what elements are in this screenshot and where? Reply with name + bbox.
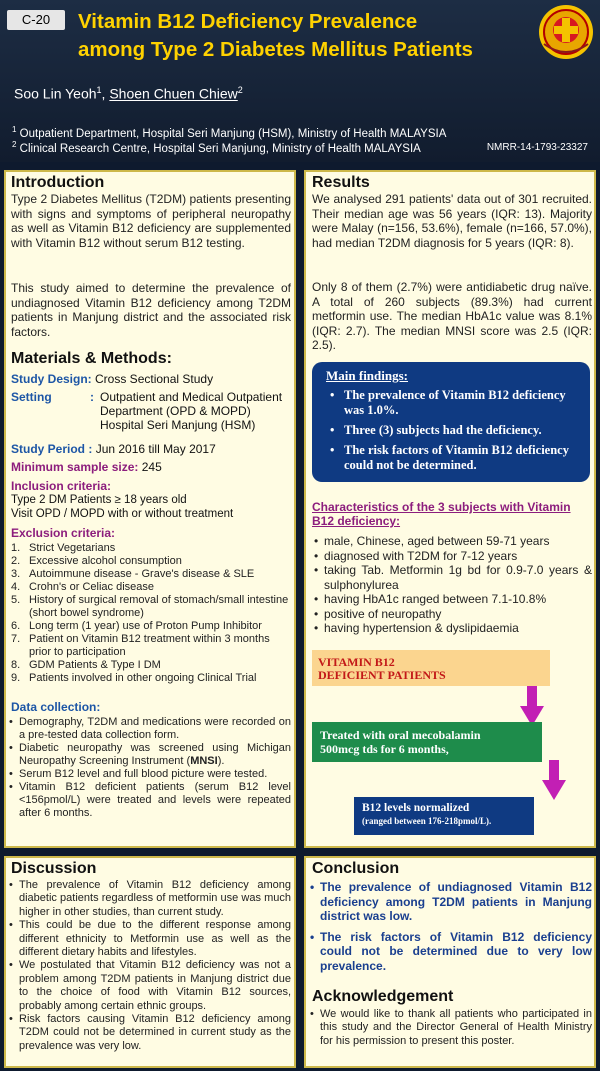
exclusion-number: 8. [11, 659, 21, 671]
discussion-item: • Risk factors causing Vitamin B12 deficiency among T2DM could not be determined in current study as the prevalence was very low. [9, 1013, 291, 1053]
author-2: Shoen Chuen Chiew [109, 85, 238, 102]
author-2-sup: 2 [237, 85, 243, 95]
characteristic-item: • having HbA1c ranged between 7.1-10.8% [314, 592, 592, 607]
setting-value [100, 390, 290, 432]
characteristic-item: • having hypertension & dyslipidaemia [314, 621, 592, 636]
inclusion-line-2: Visit OPD / MOPD with or without treatment [11, 508, 234, 520]
exclusion-text: Autoimmune disease - Grave's disease & SLE [29, 568, 255, 580]
flow-step-treatment [312, 722, 542, 762]
acknowledgement-list [310, 1008, 592, 1048]
poster-header [0, 0, 600, 162]
collection-2-end: ). [217, 755, 225, 767]
exclusion-text: Strict Vegetarians [29, 542, 116, 554]
setting-label: Setting [11, 390, 52, 404]
author-1: Soo Lin Yeoh [14, 85, 97, 102]
inclusion-line-1: Type 2 DM Patients ≥ 18 years old [11, 494, 187, 506]
characteristic-item: • male, Chinese, aged between 59-71 years [314, 534, 592, 549]
data-collection-list [9, 716, 291, 820]
data-collection-label: Data collection: [11, 700, 101, 714]
setting-line-3: Hospital Seri Manjung (HSM) [100, 418, 256, 432]
finding-item: • Three (3) subjects had the deficiency. [330, 423, 586, 438]
main-findings-box [312, 362, 590, 482]
affiliation-2-sup: 2 [12, 140, 17, 149]
down-arrow-icon [520, 686, 544, 726]
exclusion-number: 2. [11, 555, 21, 567]
sample-size-label: Minimum sample size: [11, 460, 139, 474]
flow-step-1-line-2: DEFICIENT PATIENTS [318, 668, 446, 682]
results-paragraph-1: We analysed 291 patients' data out of 301 recruited. Their median age was 56 years (IQR: 13). Majority were Malay (n=156, 53.6%), female (n=166, 57.0%), had median T2DM diagnosis for 5 years (IQR: 8). [312, 192, 592, 250]
discussion-panel [4, 856, 296, 1068]
flow-step-3-line-2: (ranged between 176-218pmol/L). [362, 816, 492, 826]
conclusion-panel [304, 856, 596, 1068]
inclusion-label: Inclusion criteria: [11, 479, 112, 493]
inclusion-block [11, 479, 291, 521]
data-collection-item: • Serum B12 level and full blood picture were tested. [9, 768, 291, 781]
poster-title [78, 8, 528, 64]
exclusion-number: 1. [11, 542, 21, 554]
exclusion-label: Exclusion criteria: [11, 526, 116, 540]
main-findings-list [330, 388, 586, 478]
study-period-label: Study Period : [11, 442, 93, 456]
exclusion-item [11, 594, 291, 620]
collection-2-mnsi: MNSI [190, 755, 218, 767]
title-line-1: Vitamin B12 Deficiency Prevalence [78, 10, 418, 33]
exclusion-item [11, 620, 291, 633]
discussion-item: • The prevalence of Vitamin B12 deficiency among diabetic patients regardless of metformin use was much higher in other studies, than current study. [9, 879, 291, 919]
exclusion-item [11, 555, 291, 568]
down-arrow-icon [542, 760, 566, 800]
author-separator: , [101, 85, 110, 102]
setting-label-wrap [11, 390, 91, 404]
flow-step-2-line-1: Treated with oral mecobalamin [320, 728, 481, 742]
exclusion-text: Excessive alcohol consumption [29, 555, 182, 567]
setting-line-1: Outpatient and Medical Outpatient [100, 390, 283, 404]
methods-heading: Materials & Methods: [11, 350, 172, 367]
finding-item: • The prevalence of Vitamin B12 deficiency was 1.0%. [330, 388, 586, 418]
study-design-row [11, 372, 291, 386]
characteristic-item: • diagnosed with T2DM for 7-12 years [314, 549, 592, 564]
introduction-paragraph-1: Type 2 Diabetes Mellitus (T2DM) patients presenting with signs and symptoms of peripheral neuropathy as well as Vitamin B12 deficiency are supplemented with Vitamin B12 without serum B12 testing. [11, 192, 291, 250]
results-panel [304, 170, 596, 848]
exclusion-number: 5. [11, 594, 21, 606]
conclusion-heading: Conclusion [312, 860, 400, 877]
sample-size-value: 245 [141, 460, 162, 474]
author-1-sup: 1 [96, 85, 102, 95]
setting-colon-text: : [90, 390, 94, 404]
affiliation-2 [12, 140, 421, 155]
exclusion-item [11, 633, 291, 659]
conclusion-list [310, 880, 592, 973]
study-period-row [11, 442, 291, 456]
study-design-label: Study Design: [11, 372, 92, 386]
exclusion-item [11, 568, 291, 581]
flow-step-deficient [312, 650, 550, 686]
exclusion-item [11, 659, 291, 672]
exclusion-item [11, 672, 291, 685]
conclusion-item: • The risk factors of Vitamin B12 deficiency could not be determined due to very low prevalence. [310, 930, 592, 974]
exclusion-number: 3. [11, 568, 21, 580]
affiliation-2-text: Clinical Research Centre, Hospital Seri Manjung, Ministry of Health MALAYSIA [19, 142, 421, 155]
exclusion-text: Patients involved in other ongoing Clinical Trial [29, 672, 257, 684]
exclusion-number: 9. [11, 672, 21, 684]
exclusion-number: 4. [11, 581, 21, 593]
discussion-heading: Discussion [11, 860, 97, 877]
characteristic-item: • taking Tab. Metformin 1g bd for 0.9-7.0 years & sulphonylurea [314, 563, 592, 592]
poster-code-badge: C-20 [7, 10, 65, 30]
introduction-heading: Introduction [11, 174, 105, 191]
main-findings-heading: Main findings: [326, 368, 408, 383]
hospital-logo-icon [538, 4, 594, 60]
sample-size-row [11, 460, 291, 474]
exclusion-number: 6. [11, 620, 21, 632]
exclusion-text: History of surgical removal of stomach/small intestine (short bowel syndrome) [29, 594, 289, 619]
exclusion-item [11, 542, 291, 555]
flow-step-1-line-1: VITAMIN B12 [318, 655, 395, 669]
data-collection-item: • Vitamin B12 deficient patients (serum B12 level <156pmol/L) were treated and levels were repeated after 6 months. [9, 781, 291, 820]
exclusion-text: Long term (1 year) use of Proton Pump Inhibitor [29, 620, 262, 632]
exclusion-item [11, 581, 291, 594]
data-collection-label-wrap [11, 700, 100, 714]
setting-line-2: Department (OPD & MOPD) [100, 404, 251, 418]
results-paragraph-2: Only 8 of them (2.7%) were antidiabetic drug naïve. A total of 260 subjects (89.3%) had current metformin use. The median HbA1c value was 8.1% (IQR: 2.7). The median MNSI score was 2.5 (IQR: 2.5). [312, 280, 592, 352]
exclusion-list [11, 542, 291, 685]
exclusion-text: Crohn's or Celiac disease [29, 581, 154, 593]
authors [14, 85, 243, 102]
exclusion-text: Patient on Vitamin B12 treatment within 3 months prior to participation [29, 633, 270, 658]
discussion-list [9, 879, 291, 1053]
conclusion-item: • The prevalence of undiagnosed Vitamin B12 deficiency among T2DM patients in Manjung district was low. [310, 880, 592, 924]
acknowledgement-heading: Acknowledgement [312, 988, 454, 1005]
data-collection-item: • Demography, T2DM and medications were recorded on a pre-tested data collection form. [9, 716, 291, 742]
finding-item: • The risk factors of Vitamin B12 deficiency could not be determined. [330, 443, 586, 473]
affiliation-1-text: Outpatient Department, Hospital Seri Manjung (HSM), Ministry of Health MALAYSIA [19, 127, 447, 140]
discussion-item: • This could be due to the different response among different ethnicity to Metformin use as well as the different dietary habits and lifestyles. [9, 919, 291, 959]
intro-methods-panel [4, 170, 296, 848]
characteristic-item: • positive of neuropathy [314, 607, 592, 622]
discussion-item: • We postulated that Vitamin B12 deficiency was not a problem among T2DM patients in Manjung district due to the choice of food with Vitamin B12 sources, probably among certain ethnic groups. [9, 959, 291, 1013]
acknowledgement-text: • We would like to thank all patients who participated in this study and the Director General of Health Ministry for his permission to present this poster. [310, 1008, 592, 1048]
nmrr-number: NMRR-14-1793-23327 [486, 142, 588, 153]
data-collection-item [9, 742, 291, 768]
flow-step-3-line-1: B12 levels normalized [362, 802, 470, 814]
flow-step-2-line-2: 500mcg tds for 6 months, [320, 742, 449, 756]
title-line-2: among Type 2 Diabetes Mellitus Patients [78, 38, 473, 61]
exclusion-label-wrap [11, 526, 115, 540]
exclusion-number: 7. [11, 633, 21, 645]
exclusion-text: GDM Patients & Type I DM [29, 659, 161, 671]
study-design-value: Cross Sectional Study [95, 372, 214, 386]
introduction-paragraph-2: This study aimed to determine the prevalence of undiagnosed Vitamin B12 deficiency among T2DM patients in Manjung district and the associated risk factors. [11, 281, 291, 339]
setting-colon [90, 390, 94, 404]
affiliation-1 [12, 125, 446, 140]
affiliation-1-sup: 1 [12, 125, 17, 134]
study-period-value: Jun 2016 till May 2017 [95, 442, 216, 456]
characteristics-heading: Characteristics of the 3 subjects with Vitamin B12 deficiency: [312, 500, 571, 528]
flow-step-normalized [354, 797, 534, 835]
collection-2-text: Diabetic neuropathy was screened using Michigan Neuropathy Screening Instrument ( [19, 742, 291, 767]
characteristics-list [314, 534, 592, 636]
results-heading: Results [312, 174, 370, 191]
